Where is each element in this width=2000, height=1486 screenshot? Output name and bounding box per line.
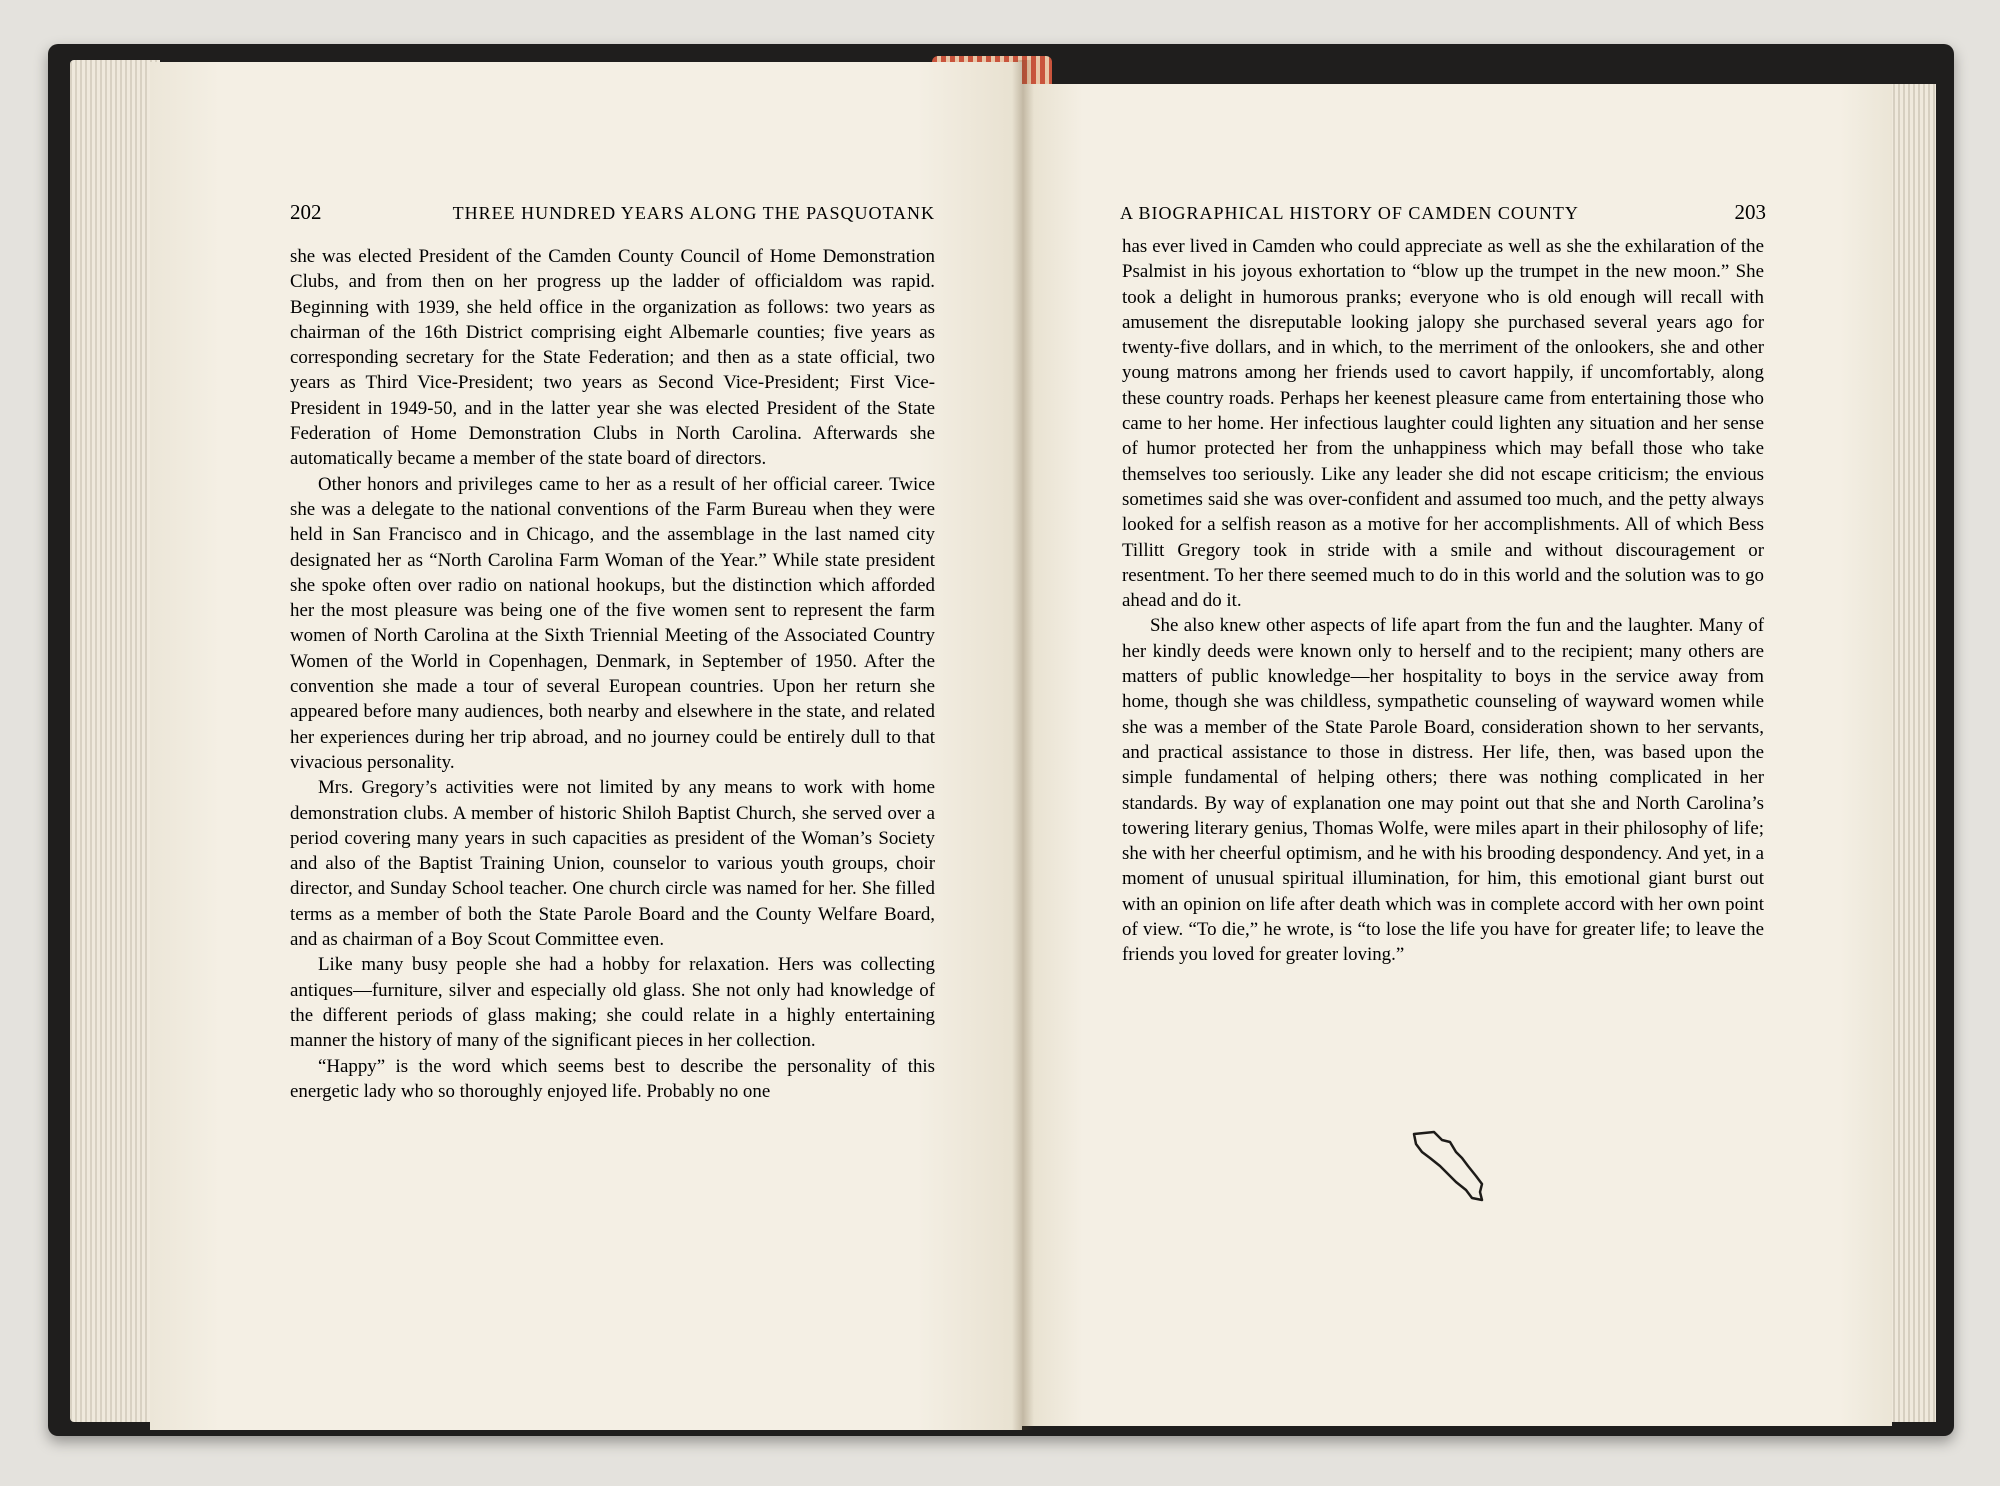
paragraph: has ever lived in Camden who could appreciate as well as she the exhilaration of the Psalmist in his joyous exhortation to “blow up the trumpet in the new moon.” She took a delight in humorous pranks; everyone who is old enough will recall with amusement the disreputable looking jalopy she purchased several years ago for twenty-five dollars, and in which, to the merriment of the onlookers, she and other young matrons among her friends used to cavort happily, if uncomfortably, along these country roads. Perhaps her keenest pleasure came from entertaining those who came to her home. Her infectious laughter could lighten any situation and her sense of humor protected her from the unhappiness which may befall those who take themselves too seriously. Like any leader she did not escape criticism; the envious sometimes said she was over-confident and assumed too much, and the petty always looked for a selfish reason as a motive for her accomplishments. All of which Bess Tillitt Gregory took in stride with a smile and without discouragement or resentment. To her there seemed much to do in this world and the solution was to go ahead and do it.: [1122, 236, 1764, 612]
left-running-header: [290, 200, 935, 230]
paragraph: “Happy” is the word which seems best to describe the personality of this energetic lady who so thoroughly enjoyed life. Probably no one: [290, 1055, 935, 1102]
running-head-title: THREE HUNDRED YEARS ALONG THE PASQUOTANK: [452, 203, 935, 223]
page-number: 203: [1734, 200, 1766, 224]
county-map-ornament: [1410, 1130, 1486, 1204]
paragraph: Like many busy people she had a hobby for relaxation. Hers was collecting antiques—furniture, silver and especially old glass. She not only had knowledge of the different periods of glass making; she could relate in a highly entertaining manner the history of many of the significant pieces in her collection.: [290, 954, 935, 1052]
paragraph: Mrs. Gregory’s activities were not limited by any means to work with home demonstration clubs. A member of historic Shiloh Baptist Church, she served over a period covering many years in such capacities as president of the Woman’s Society and also of the Baptist Training Union, counselor to various youth groups, choir director, and Sunday School teacher. One church circle was named for her. She filled terms as a member of both the State Parole Board and the County Welfare Board, and as chairman of a Boy Scout Committee even.: [290, 777, 935, 951]
paragraph: She also knew other aspects of life apart from the fun and the laughter. Many of her kindly deeds were known only to herself and to the recipient; many others are matters of public knowledge—her hospitality to boys in the service away from home, though she was childless, sympathetic counseling of wayward women while she was a member of the State Parole Board, consideration shown to her servants, and practical assistance to those in distress. Her life, then, was based upon the simple fundamental of helping others; there was nothing complicated in her standards. By way of explanation one may point out that she and North Carolina’s towering literary genius, Thomas Wolfe, were miles apart in their philosophy of life; she with her cheerful optimism, and he with his brooding despondency. And yet, in a moment of unusual spiritual illumination, for him, this emotional giant burst out with an opinion on life after death which was in complete accord with her own point of view. “To die,” he wrote, is “to lose the life you have for greater life; to leave the friends you loved for greater loving.”: [1122, 615, 1764, 966]
paragraph: Other honors and privileges came to her as a result of her official career. Twice she was a delegate to the national conventions of the Farm Bureau when they were held in San Francisco and in Chicago, and the assemblage in the last named city designated her as “North Carolina Farm Woman of the Year.” While state president she spoke often over radio on national hookups, but the distinction which afforded her the most pleasure was being one of the five women sent to represent the farm women of North Carolina at the Sixth Triennial Meeting of the Associated Country Women of the World in Copenhagen, Denmark, in September of 1950. After the convention she made a tour of several European countries. Upon her return she appeared before many audiences, both nearby and elsewhere in the state, and related her experiences during her trip abroad, and no journey could be entirely dull to that vivacious personality.: [290, 473, 935, 773]
page-number: 202: [290, 200, 322, 224]
gutter-shadow: [1012, 60, 1034, 1430]
right-running-header: [1120, 200, 1766, 230]
right-body-text: [1122, 234, 1764, 968]
running-head-title: A BIOGRAPHICAL HISTORY OF CAMDEN COUNTY: [1120, 203, 1579, 223]
page-edges-left: [70, 60, 160, 1422]
paragraph: she was elected President of the Camden County Council of Home Demonstration Clubs, and from then on her progress up the ladder of officialdom was rapid. Beginning with 1939, she held office in the organization as follows: two years as chairman of the 16th District comprising eight Albemarle counties; five years as corresponding secretary for the State Federation; and then as a state official, two years as Third Vice-President; two years as Second Vice-President; First Vice-President in 1949-50, and in the latter year she was elected President of the State Federation of Home Demonstration Clubs in North Carolina. Afterwards she automatically became a member of the state board of directors.: [290, 246, 935, 470]
left-body-text: [290, 244, 935, 1104]
